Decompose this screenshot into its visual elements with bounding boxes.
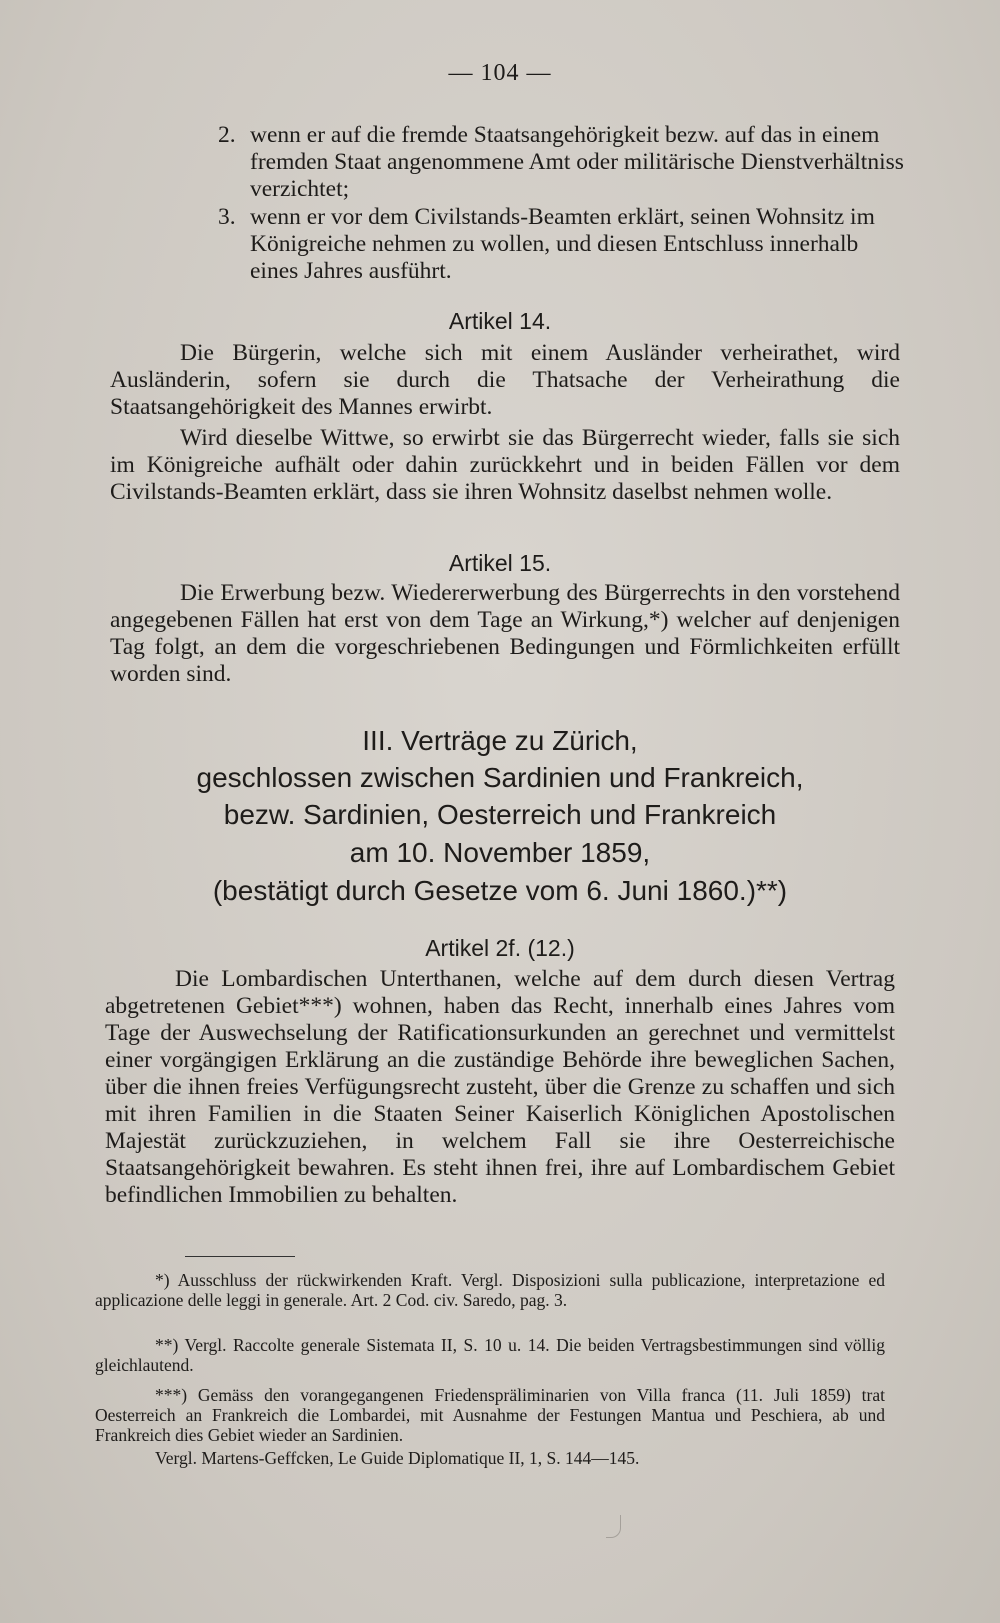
section-heading-line-5: (bestätigt durch Gesetze vom 6. Juni 1860.)**) — [212, 875, 788, 906]
artikel-14-heading: Artikel 14. — [448, 308, 552, 334]
footnote-text: **) Vergl. Raccolte generale Sistemata II, S. 10 u. 14. Die beiden Vertragsbestimmungen sind völlig gleichlautend. — [95, 1335, 885, 1375]
list-item-number: 3. — [218, 204, 236, 230]
artikel-14-paragraph-2 — [110, 425, 900, 506]
pencil-mark — [606, 1515, 621, 1538]
footnote-separator — [185, 1256, 295, 1257]
footnote-text: Vergl. Martens-Geffcken, Le Guide Diplomatique II, 1, S. 144—145. — [155, 1448, 640, 1468]
section-heading-line-3: bezw. Sardinien, Oesterreich und Frankreich — [223, 799, 777, 830]
footnote-1 — [95, 1270, 885, 1310]
paragraph-text: Die Bürgerin, welche sich mit einem Ausländer verheirathet, wird Ausländerin, sofern sie durch die Thatsache der Verheirathung die Staatsangehörigkeit des Mannes erwirbt. — [110, 340, 900, 420]
footnote-3 — [95, 1385, 885, 1445]
footnote-text: *) Ausschluss der rückwirkenden Kraft. Vergl. Disposizioni sulla publicazione, interpretazione ed applicazione delle leggi in generale. Art. 2 Cod. civ. Saredo, pag. 3. — [95, 1270, 885, 1310]
artikel-15-heading: Artikel 15. — [448, 550, 552, 576]
section-heading-line-2: geschlossen zwischen Sardinien und Frankreich, — [196, 762, 804, 793]
footnote-text: ***) Gemäss den vorangegangenen Friedenspräliminarien von Villa franca (11. Juli 1859) trat Oesterreich an Frankreich die Lombardei, mit Ausnahme der Festungen Mantua und Peschiera, ab und Frankreich dies Gebiet wieder an Sardinien. — [95, 1385, 885, 1445]
artikel-14-paragraph-1 — [110, 340, 900, 421]
artikel-2f-paragraph — [105, 966, 895, 1209]
section-heading-line-4: am 10. November 1859, — [349, 837, 651, 868]
paragraph-text: Wird dieselbe Wittwe, so erwirbt sie das Bürgerrecht wieder, falls sie sich im Königreiche aufhält oder dahin zurückkehrt und in beiden Fällen vor dem Civilstands-Beamten erklärt, dass sie ihren Wohnsitz daselbst nehmen wolle. — [110, 425, 900, 505]
list-item-text: wenn er auf die fremde Staatsangehörigkeit bezw. auf das in einem fremden Staat angenommene Amt oder militärische Dienstverhältniss verzichtet; — [250, 122, 904, 202]
footnote-4 — [95, 1448, 885, 1468]
section-heading-line-1: III. Verträge zu Zürich, — [362, 725, 638, 756]
list-item-number: 2. — [218, 122, 236, 148]
footnote-2 — [95, 1335, 885, 1375]
artikel-2f-heading: Artikel 2f. (12.) — [425, 935, 575, 961]
list-item-text: wenn er vor dem Civilstands-Beamten erklärt, seinen Wohnsitz im Königreiche nehmen zu wollen, und diesen Entschluss innerhalb eines Jahres ausführt. — [250, 204, 875, 284]
list-item — [218, 122, 910, 203]
page-number: — 104 — — [448, 60, 552, 86]
list-item — [218, 204, 910, 285]
artikel-15-paragraph — [110, 580, 900, 688]
paragraph-text: Die Lombardischen Unterthanen, welche auf dem durch diesen Vertrag abgetretenen Gebiet***) wohnen, haben das Recht, innerhalb eines Jahres vom Tage der Auswechselung der Ratificationsurkunden an gerechnet und vermittelst einer vorgängigen Erklärung an die zuständige Behörde ihre beweglichen Sachen, über die ihnen freies Verfügungsrecht zusteht, über die Grenze zu schaffen und sich mit ihren Familien in die Staaten Seiner Kaiserlich Königlichen Apostolischen Majestät zurückzuziehen, in welchem Fall sie ihre Oesterreichische Staatsangehörigkeit bewahren. Es steht ihnen frei, ihre auf Lombardischem Gebiet befindlichen Immobilien zu behalten. — [105, 966, 895, 1208]
paragraph-text: Die Erwerbung bezw. Wiedererwerbung des Bürgerrechts in den vorstehend angegebenen Fällen hat erst von dem Tage an Wirkung,*) welcher auf denjenigen Tag folgt, an dem die vorgeschriebenen Bedingungen und Förmlichkeiten erfüllt worden sind. — [110, 580, 900, 687]
